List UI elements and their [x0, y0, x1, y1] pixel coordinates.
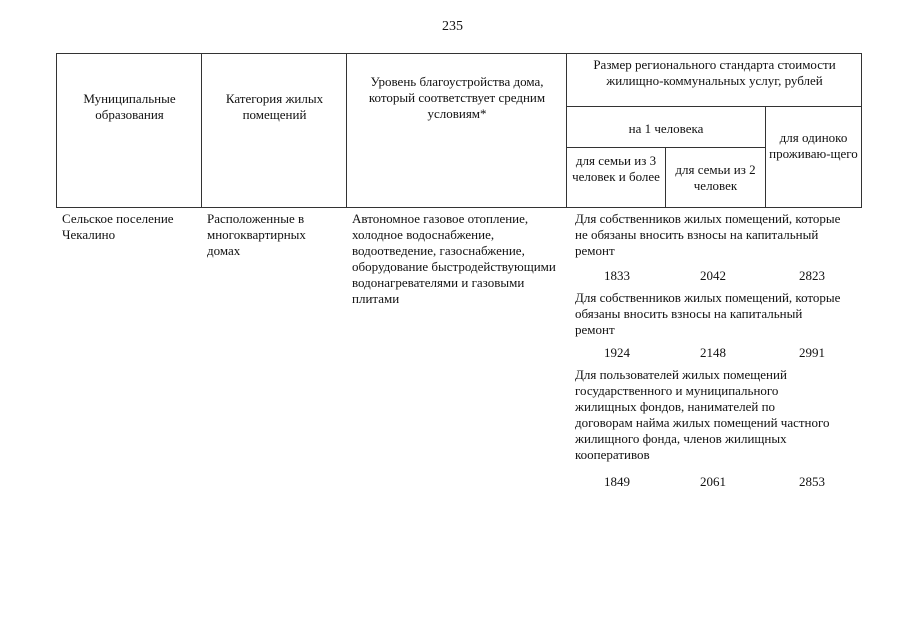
column-border-5 — [765, 106, 766, 208]
group-1-value-single: 2823 — [799, 268, 825, 283]
row-level: Автономное газовое отопление, холодное водоснабжение, водоотведение, газоснабжение, оборудование быстродействующими водонагревателями и газовыми плитами — [352, 211, 556, 306]
column-border-2 — [346, 53, 347, 208]
group-3-value-family3: 1849 — [604, 474, 630, 489]
group-2-value-family3: 1924 — [604, 345, 630, 360]
row-municipal: Сельское поселение Чекалино — [62, 211, 174, 242]
column-border-3 — [566, 53, 567, 208]
group-3-title: Для пользователей жилых помещений государственного и муниципального жилищных фондов, нанимателей по договорам найма жилых помещений частного жилищного фонда, членов жилищных кооперативов — [575, 367, 830, 462]
header-municipal: Муниципальные образования — [83, 91, 176, 122]
header-per-person: на 1 человека — [628, 121, 704, 136]
column-border-right — [861, 53, 862, 208]
group-2-title: Для собственников жилых помещений, которые обязаны вносить взносы на капитальный ремонт — [575, 290, 841, 337]
table-border-top — [56, 53, 862, 54]
header-category: Категория жилых помещений — [225, 91, 324, 122]
page-number: 235 — [442, 19, 463, 34]
header-family3: для семьи из 3 человек и более — [572, 153, 660, 184]
group-3-value-single: 2853 — [799, 474, 825, 489]
header-standard: Размер регионального стандарта стоимости жилищно-коммунальных услуг, рублей — [593, 57, 836, 88]
column-border-4 — [665, 147, 666, 208]
group-1-title: Для собственников жилых помещений, которые не обязаны вносить взносы на капитальный ремонт — [575, 211, 841, 258]
group-2-value-family2: 2148 — [700, 345, 726, 360]
row-category: Расположенные в многоквартирных домах — [207, 211, 306, 258]
group-3-value-family2: 2061 — [700, 474, 726, 489]
group-1-value-family2: 2042 — [700, 268, 726, 283]
table-header-bottom-line — [56, 207, 862, 208]
group-1-value-family3: 1833 — [604, 268, 630, 283]
group-2-value-single: 2991 — [799, 345, 825, 360]
header-single: для одиноко проживаю-щего — [769, 130, 858, 161]
standard-subheader-line — [566, 106, 862, 107]
header-level: Уровень благоустройства дома, который соответствует средним условиям* — [368, 74, 546, 121]
column-border-1 — [201, 53, 202, 208]
header-family2: для семьи из 2 человек — [675, 162, 756, 193]
column-border-left — [56, 53, 57, 208]
